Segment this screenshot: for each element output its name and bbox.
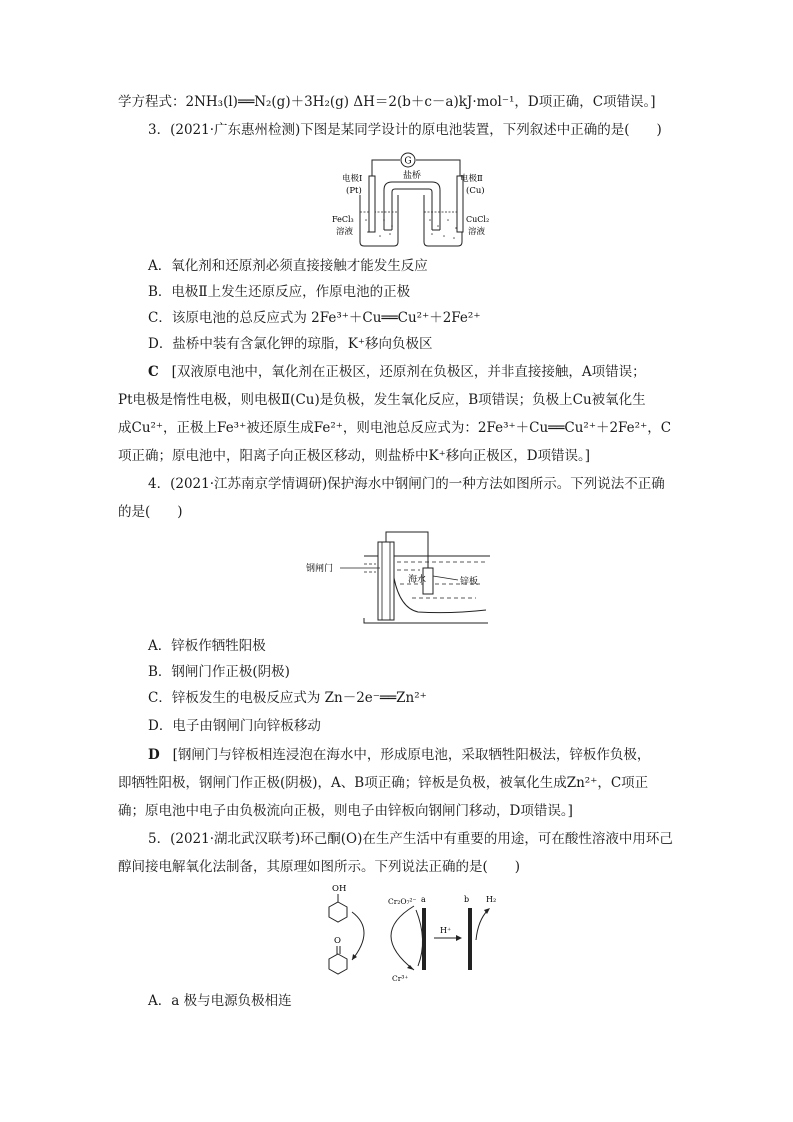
galvanometer-label: G — [404, 156, 412, 167]
q4-option-b: B．钢闸门作正极(阴极) — [148, 664, 290, 680]
svg-text:电极Ⅱ: 电极Ⅱ — [460, 174, 483, 184]
svg-text:溶液: 溶液 — [336, 227, 354, 237]
q3-explanation-line-2: Pt电极是惰性电极，则电极Ⅱ(Cu)是负极，发生氧化反应，B项错误；负极上Cu被氧化生 — [118, 392, 646, 408]
q3-option-c: C．该原电池的总反应式为 2Fe³⁺＋Cu══Cu²⁺＋2Fe²⁺ — [148, 310, 481, 326]
svg-text:溶液: 溶液 — [468, 227, 486, 237]
electrolysis-diagram — [318, 880, 518, 985]
electrode-pt — [369, 176, 375, 232]
q4-explanation-line-3: 确；原电池中电子由负极流向正极，则电子由锌板向钢闸门移动，D项错误。] — [118, 803, 573, 819]
q3-option-d: D．盐桥中装有含氯化钾的琼脂，K⁺移向负极区 — [148, 336, 433, 352]
svg-text:b: b — [464, 895, 470, 904]
q4-stem-line-1: 4．(2021·江苏南京学情调研)保护海水中钢闸门的一种方法如图所示。下列说法不正确 — [148, 476, 665, 492]
svg-text:Cr₂O₇²⁻: Cr₂O₇²⁻ — [388, 897, 417, 906]
svg-text:CuCl₂: CuCl₂ — [466, 215, 490, 224]
svg-text:(Cu): (Cu) — [466, 186, 485, 196]
cyclohexanol-ring — [329, 902, 347, 922]
cyclohexanone-ring — [329, 954, 347, 974]
svg-text:盐桥: 盐桥 — [402, 171, 422, 181]
q3-option-b: B．电极Ⅱ上发生还原反应，作原电池的正极 — [148, 284, 411, 300]
q4-answer: D — [148, 747, 160, 763]
svg-text:锌板: 锌板 — [460, 577, 479, 587]
svg-text:FeCl₃: FeCl₃ — [332, 215, 354, 224]
q3-option-a: A．氧化剂和还原剂必须直接接触才能发生反应 — [148, 258, 428, 274]
q3-explanation-line-4: 项正确；原电池中，阳离子向正极区移动，则盐桥中K⁺移向正极区，D项错误。] — [118, 448, 591, 464]
svg-text:电极Ⅰ: 电极Ⅰ — [342, 174, 363, 184]
electrode-cu — [457, 176, 463, 232]
svg-text:O: O — [334, 936, 341, 946]
q3-answer: C — [148, 364, 159, 380]
svg-text:H₂: H₂ — [486, 895, 497, 904]
q4-option-a: A．锌板作牺牲阳极 — [148, 638, 266, 654]
q5-stem-line-2: 醇间接电解氧化法制备，其原理如图所示。下列说法正确的是( ) — [118, 859, 521, 875]
q4-explanation-line-1: D [钢闸门与锌板相连浸泡在海水中，形成原电池，采取牺牲阳极法，锌板作负极， — [148, 747, 651, 763]
svg-text:(Pt): (Pt) — [346, 186, 362, 196]
svg-text:钢闸门: 钢闸门 — [306, 564, 334, 574]
q4-option-d: D．电子由钢闸门向锌板移动 — [148, 718, 321, 734]
galvanic-cell-diagram — [328, 150, 498, 250]
svg-text:H⁺: H⁺ — [440, 926, 452, 935]
q3-explanation-line-3: 成Cu²⁺，正极上Fe³⁺被还原生成Fe²⁺，则电池总反应式为：2Fe³⁺＋Cu══Cu²⁺＋2Fe²⁺，C — [118, 420, 672, 436]
q3-explanation-line-1: C [双液原电池中，氧化剂在正极区，还原剂在负极区，并非直接接触，A项错误； — [148, 364, 646, 380]
q3-galvanic-cell-figure — [328, 150, 498, 250]
q4-steel-gate-figure — [300, 528, 500, 628]
q4-option-c: C．锌板发生的电极反应式为 Zn－2e⁻══Zn²⁺ — [148, 690, 427, 706]
prev-explanation-tail: 学方程式：2NH₃(l)══N₂(g)＋3H₂(g) ΔH＝2(b＋c－a)kJ·mol⁻¹，D项正确，C项错误。] — [118, 94, 656, 110]
svg-text:OH: OH — [332, 884, 347, 894]
q4-stem-line-2: 的是( ) — [118, 504, 183, 520]
q5-stem-line-1: 5．(2021·湖北武汉联考)环己酮(O)在生产生活中有重要的用途，可在酸性溶液中用环己 — [148, 831, 673, 847]
q5-option-a: A．a 极与电源负极相连 — [148, 993, 292, 1009]
q5-electrolysis-figure — [318, 880, 518, 985]
q4-explanation-line-2: 即牺牲阳极，钢闸门作正极(阴极)，A、B项正确；锌板是负极，被氧化生成Zn²⁺，C项正 — [118, 775, 649, 791]
q3-stem: 3．(2021·广东惠州检测)下图是某同学设计的原电池装置，下列叙述中正确的是( ) — [148, 122, 662, 138]
svg-text:海水: 海水 — [408, 575, 427, 585]
svg-text:a: a — [421, 895, 426, 904]
steel-gate — [378, 542, 394, 620]
svg-text:Cr³⁺: Cr³⁺ — [392, 974, 409, 983]
steel-gate-diagram — [300, 528, 500, 628]
electrode-b — [468, 908, 472, 970]
